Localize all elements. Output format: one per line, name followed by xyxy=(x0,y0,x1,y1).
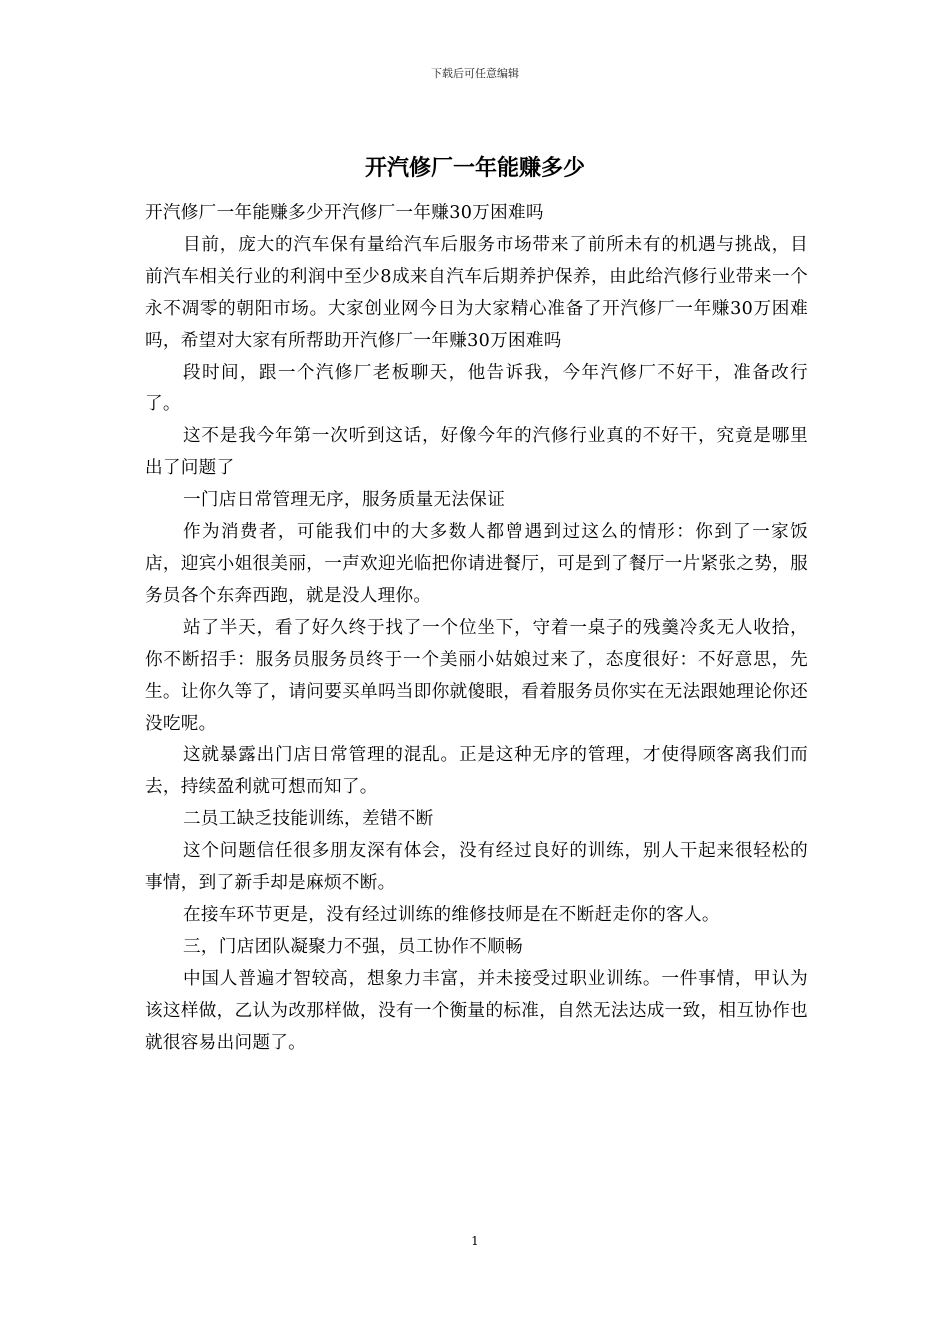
document-body xyxy=(145,198,808,1059)
page-number: 1 xyxy=(471,1234,479,1248)
document-title: 开汽修厂一年能赚多少 xyxy=(364,156,585,181)
paragraph: 在接车环节更是，没有经过训练的维修技师是在不断赶走你的客人。 xyxy=(183,904,720,925)
header-note: 下载后可任意编辑 xyxy=(431,67,519,80)
paragraph: 这个问题信任很多朋友深有体会，没有经过良好的训练，别人干起来很轻松的事情，到了新手却是麻烦不断。 xyxy=(145,841,808,894)
paragraph: 段时间，跟一个汽修厂老板聊天，他告诉我，今年汽修厂不好干，准备改行了。 xyxy=(145,362,808,415)
section-heading: 三，门店团队凝聚力不强，员工协作不顺畅 xyxy=(183,936,523,957)
section-heading: 二员工缺乏技能训练，差错不断 xyxy=(183,809,434,830)
section-heading: 一门店日常管理无序，服务质量无法保证 xyxy=(183,490,506,511)
paragraph-subtitle: 开汽修厂一年能赚多少开汽修厂一年赚30万困难吗 xyxy=(145,203,544,223)
paragraph: 这就暴露出门店日常管理的混乱。正是这种无序的管理，才使得顾客离我们而去，持续盈利就可想而知了。 xyxy=(145,745,808,798)
paragraph: 中国人普遍才智较高，想象力丰富，并未接受过职业训练。一件事情，甲认为该这样做，乙认为改那样做，没有一个衡量的标准，自然无法达成一致，相互协作也就很容易出问题了。 xyxy=(145,968,808,1053)
paragraph: 站了半天，看了好久终于找了一个位坐下，守着一桌子的残羹冷炙无人收拾，你不断招手：服务员服务员终于一个美丽小姑娘过来了，态度很好：不好意思，先生。让你久等了，请问要买单吗当即你就傻眼，看着服务员你实在无法跟她理论你还没吃呢。 xyxy=(145,617,808,734)
paragraph: 目前，庞大的汽车保有量给汽车后服务市场带来了前所未有的机遇与挑战，目前汽车相关行业的利润中至少8成来自汽车后期养护保养，由此给汽修行业带来一个永不凋零的朝阳市场。大家创业网今日为大家精心准备了开汽修厂一年赚30万困难吗，希望对大家有所帮助开汽修厂一年赚30万困难吗 xyxy=(145,234,808,351)
paragraph: 这不是我今年第一次听到这话，好像今年的汽修行业真的不好干，究竟是哪里出了问题了 xyxy=(145,426,808,479)
paragraph: 作为消费者，可能我们中的大多数人都曾遇到过这么的情形：你到了一家饭店，迎宾小姐很美丽，一声欢迎光临把你请进餐厅，可是到了餐厅一片紧张之势，服务员各个东奔西跑，就是没人理你。 xyxy=(145,522,808,606)
